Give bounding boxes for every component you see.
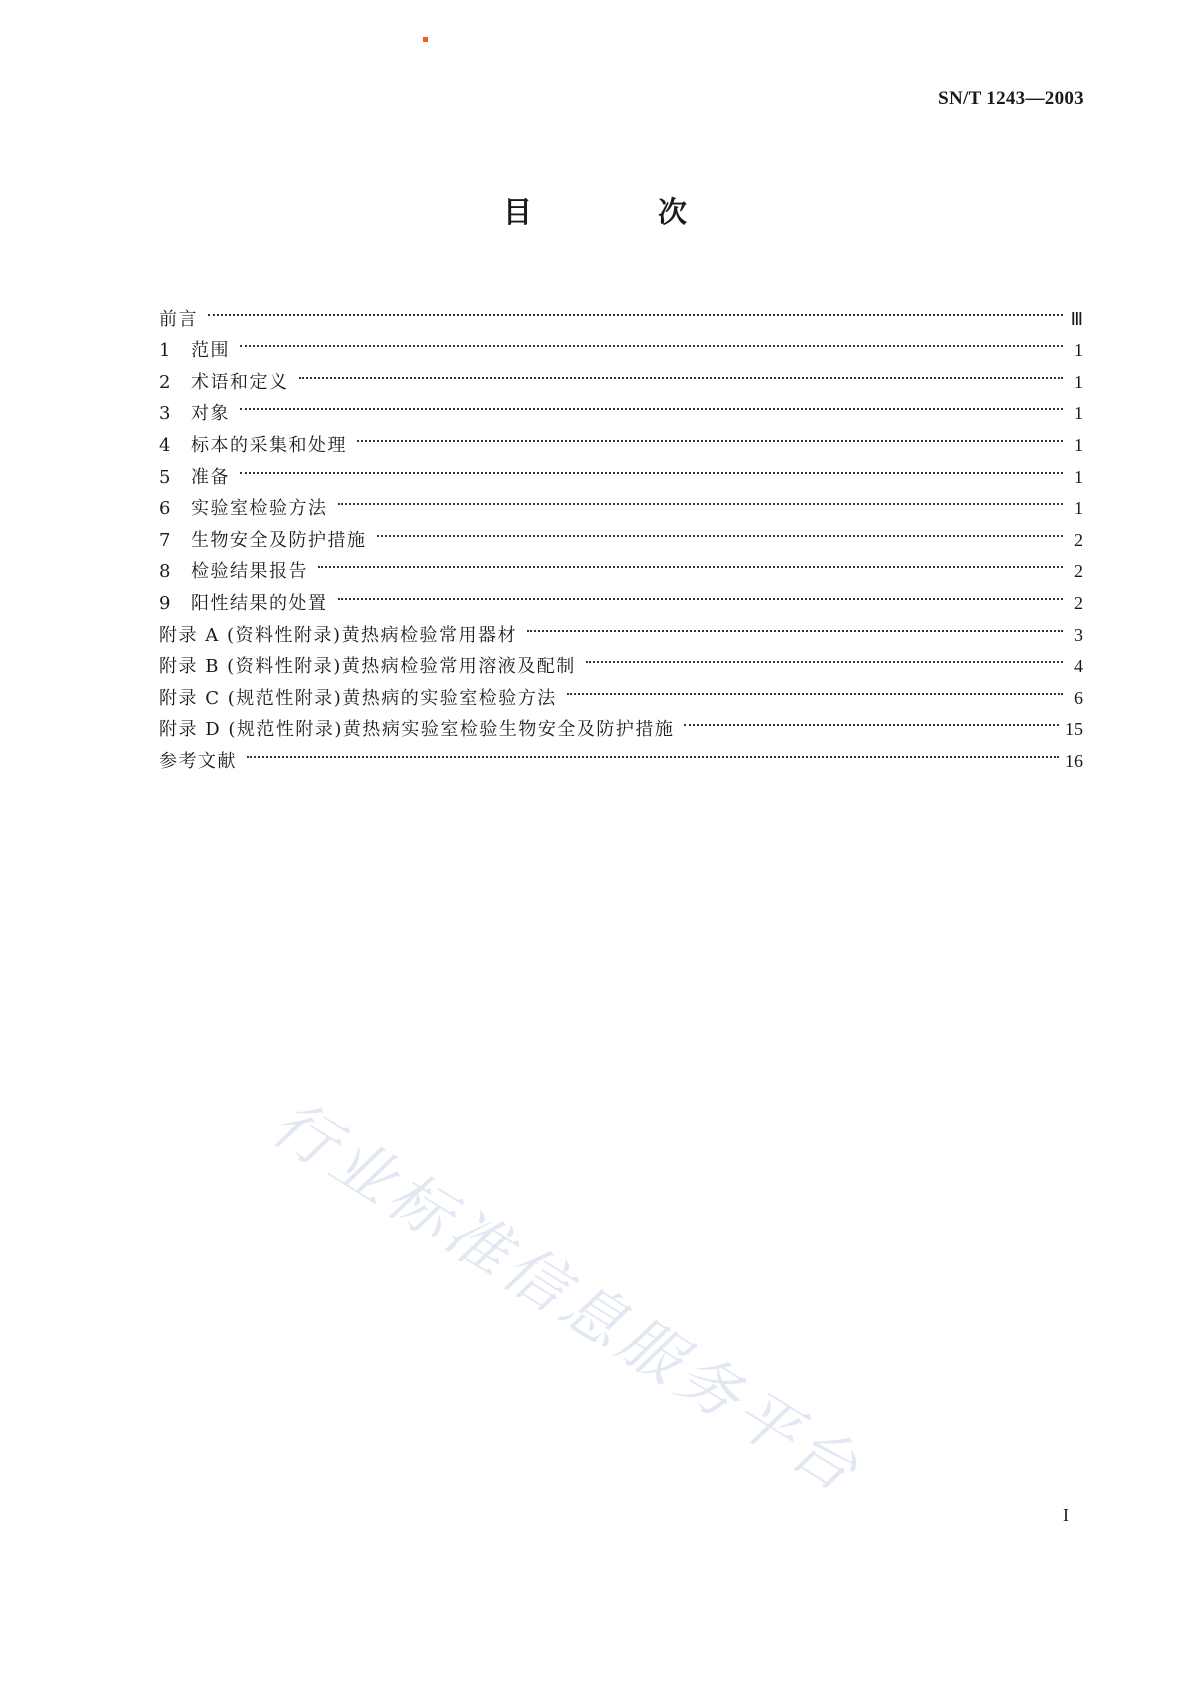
toc-leader-dots (318, 546, 1063, 578)
toc-leader-dots (240, 451, 1063, 483)
toc-entry-label: 术语和定义 (191, 371, 289, 393)
page-number: I (1063, 1505, 1069, 1525)
toc-entry-label: 标本的采集和处理 (191, 434, 347, 456)
table-of-contents (159, 293, 1083, 772)
toc-entry-page: 6 (1074, 687, 1083, 708)
toc-entry[interactable] (159, 419, 1083, 456)
toc-leader-dots (208, 293, 1063, 325)
toc-entry-number: 7 (159, 529, 171, 551)
toc-leader-dots (527, 609, 1063, 641)
toc-leader-dots (247, 735, 1059, 767)
toc-entry-label: 参考文献 (159, 750, 237, 772)
toc-entry-page: Ⅲ (1070, 308, 1083, 329)
toc-leader-dots (240, 325, 1063, 357)
toc-entry-number: 5 (159, 466, 171, 488)
toc-entry-label: 附录 C (规范性附录)黄热病的实验室检验方法 (159, 687, 557, 709)
toc-entry-page: 16 (1065, 750, 1083, 771)
toc-entry-page: 15 (1065, 719, 1083, 740)
toc-entry-page: 3 (1074, 624, 1083, 645)
toc-entry-page: 1 (1074, 371, 1083, 392)
watermark: 行业标准信息服务平台 (259, 1086, 875, 1509)
toc-leader-dots (684, 704, 1059, 736)
toc-leader-dots (338, 483, 1064, 515)
toc-entry-label: 对象 (191, 403, 230, 425)
toc-leader-dots (377, 514, 1064, 546)
toc-entry-page: 1 (1074, 498, 1083, 519)
toc-leader-dots (567, 672, 1063, 704)
toc-leader-dots (338, 577, 1064, 609)
page-title: 目 次 (502, 195, 746, 229)
toc-entry[interactable] (159, 293, 1083, 330)
toc-entry-number: 8 (159, 561, 171, 583)
toc-entry-label: 附录 D (规范性附录)黄热病实验室检验生物安全及防护措施 (159, 719, 675, 741)
toc-entry-label: 生物安全及防护措施 (191, 529, 367, 551)
toc-entry[interactable] (159, 451, 1083, 488)
scan-mark (423, 37, 428, 42)
toc-entry-page: 1 (1074, 340, 1083, 361)
toc-entry[interactable] (159, 483, 1083, 520)
toc-entry-number: 3 (159, 403, 171, 425)
toc-entry-label: 实验室检验方法 (191, 498, 328, 520)
toc-entry-page: 1 (1074, 434, 1083, 455)
toc-entry[interactable] (159, 388, 1083, 425)
toc-leader-dots (586, 641, 1063, 673)
toc-entry[interactable] (159, 325, 1083, 362)
toc-entry-label: 准备 (191, 466, 230, 488)
toc-entry-number: 6 (159, 498, 171, 520)
toc-entry-page: 1 (1074, 403, 1083, 424)
toc-entry-page: 2 (1074, 529, 1083, 550)
standard-code: SN/T 1243—2003 (938, 88, 1084, 109)
toc-entry-label: 阳性结果的处置 (191, 592, 328, 614)
toc-entry-number: 4 (159, 434, 171, 456)
toc-entry-label: 范围 (191, 340, 230, 362)
toc-entry[interactable] (159, 735, 1083, 772)
toc-entry-number: 9 (159, 592, 171, 614)
toc-entry-number: 2 (159, 371, 171, 393)
toc-leader-dots (240, 388, 1063, 420)
toc-entry-page: 1 (1074, 466, 1083, 487)
toc-entry-label: 前言 (159, 308, 198, 330)
toc-entry-number: 1 (159, 340, 171, 362)
toc-leader-dots (357, 419, 1063, 451)
toc-entry-page: 2 (1074, 561, 1083, 582)
toc-entry-label: 附录 B (资料性附录)黄热病检验常用溶液及配制 (159, 656, 576, 678)
toc-entry-label: 检验结果报告 (191, 561, 308, 583)
toc-entry-label: 附录 A (资料性附录)黄热病检验常用器材 (159, 624, 517, 646)
toc-entry-page: 2 (1074, 592, 1083, 613)
toc-entry-page: 4 (1074, 656, 1083, 677)
toc-leader-dots (299, 356, 1064, 388)
toc-entry[interactable] (159, 356, 1083, 393)
